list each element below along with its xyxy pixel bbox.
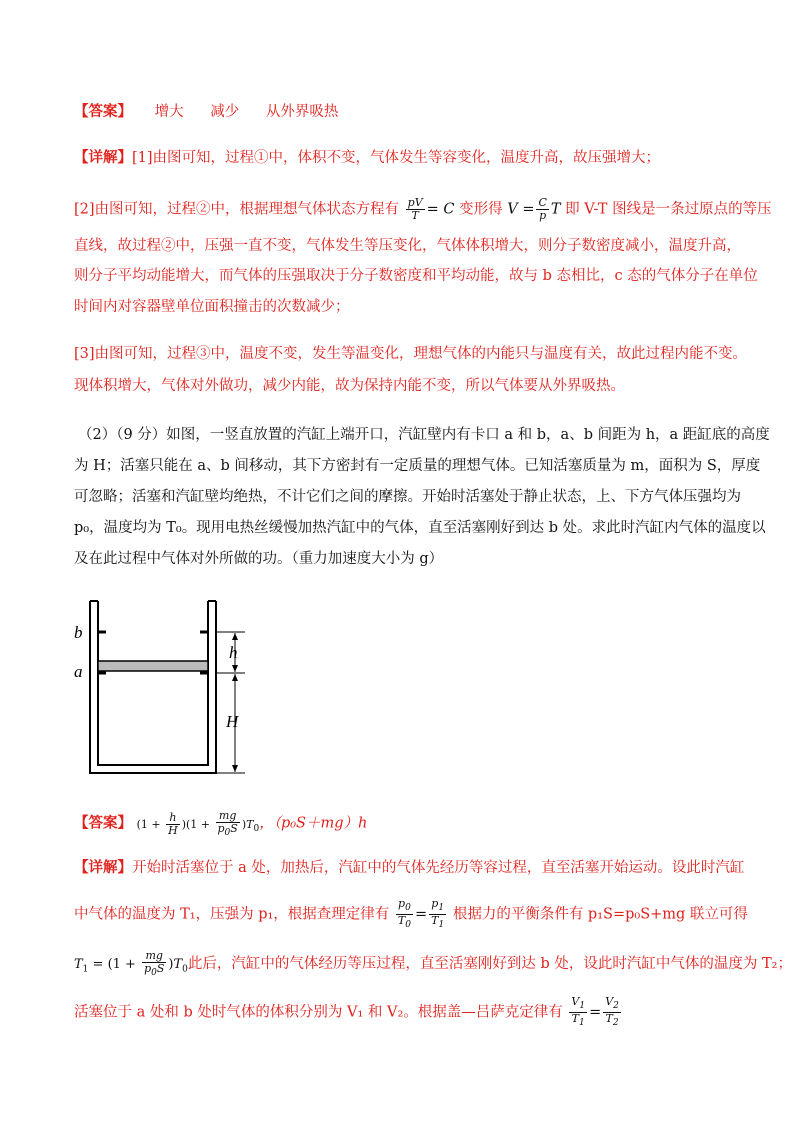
detail-label: 【详解】: [74, 149, 132, 166]
problem-line-5: 及在此过程中气体对外所做的功。（重力加速度大小为 g）: [74, 551, 444, 567]
formula-eq-c: = C: [426, 201, 455, 218]
label-H: H: [226, 712, 239, 731]
answer-label: 【答案】: [74, 103, 132, 120]
problem-line-4: p₀，温度均为 T₀。现用电热丝缓慢加热汽缸中的气体，直至活塞刚好到达 b 处。求此时汽缸内气体的温度以: [74, 520, 766, 536]
formula-charles: $\frac{p_0}{T_0}$: [397, 897, 411, 931]
formula-v-eq: V =: [507, 201, 535, 218]
detail-line-2: [2]由图可知，过程②中，根据理想气体状态方程有 $\frac{pV}{T}$ = C 变形得 V = $\frac{C}{p}$ T 即 V-T 图线是一条过原点的等压: [74, 196, 772, 222]
formula-gay-lussac: $\frac{V_1}{T_1}$: [571, 995, 586, 1029]
detail2-line-2: 中气体的温度为 T₁，压强为 p₁，根据查理定律有 $\frac{p_0}{T_0}$ = $\frac{p_1}{T_1}$ 根据力的平衡条件有 p₁S=p₀S+mg 联立可得: [74, 897, 748, 931]
detail2-l4-a: 活塞位于 a 处和 b 处时气体的体积分别为 V₁ 和 V₂。根据盖—吕萨克定律有: [74, 1004, 563, 1021]
detail-line-1: [74, 148, 660, 168]
formula-c-over-p: $\frac{C}{p}$: [538, 196, 547, 222]
detail2-label: 【详解】: [74, 859, 132, 876]
detail2-line-3: [74, 950, 792, 980]
answer2-tail: ，（p₀S＋mg）h: [259, 815, 368, 832]
detail-p2-a: [2]由图可知，过程②中，根据理想气体状态方程有: [74, 201, 400, 218]
detail2-l3-b: 此后，汽缸中的气体经历等压过程，直至活塞刚好到达 b 处，设此时汽缸中气体的温度为 T₂；: [187, 956, 792, 973]
cylinder-diagram: [70, 597, 270, 787]
detail-line-7: 现体积增大，气体对外做功，减少内能，故为保持内能不变，所以气体要从外界吸热。: [74, 378, 625, 394]
label-h: h: [229, 643, 238, 662]
label-b: b: [74, 623, 83, 642]
detail2-line-1: [74, 858, 744, 878]
formula-t1: $T_1 = (1$ + $\frac{mg}{p_0S}$ )$T_0$: [74, 949, 188, 979]
answer-item-2: 减少: [210, 104, 240, 120]
problem-line-2: 为 H；活塞只能在 a、b 间移动，其下方密封有一定质量的理想气体。已知活塞质量为 m，面积为 S，厚度: [74, 458, 761, 474]
answer2-line: [74, 810, 367, 839]
answer2-label: 【答案】: [74, 814, 132, 832]
piston: [98, 661, 208, 671]
detail-p2-b: 变形得: [459, 201, 503, 218]
detail2-l1: 开始时活塞位于 a 处，加热后，汽缸中的气体先经历等容过程，直至活塞开始运动。设此时汽缸: [132, 860, 745, 876]
detail-p2-c: 即 V-T 图线是一条过原点的等压: [565, 201, 772, 218]
detail-p1: [1]由图可知，过程①中，体积不变，气体发生等容变化，温度升高，故压强增大；: [132, 150, 661, 166]
label-a: a: [74, 662, 83, 681]
answer-line-1: [74, 102, 338, 122]
answer-item-3: 从外界吸热: [265, 104, 339, 120]
detail-line-3: 直线，故过程②中，压强一直不变，气体发生等压变化，气体体积增大，则分子数密度减小，温度升高，: [74, 238, 741, 254]
detail2-line-4: 活塞位于 a 处和 b 处时气体的体积分别为 V₁ 和 V₂。根据盖—吕萨克定律有 $\frac{V_1}{T_1}$ = $\frac{V_2}{T_2}$: [74, 995, 619, 1029]
detail2-l2-b: 根据力的平衡条件有 p₁S=p₀S+mg 联立可得: [452, 906, 748, 923]
answer2-formula: (1 + $\frac{h}{H}$ )(1 + $\frac{mg}{p_0S}$ )$T_0$: [136, 809, 260, 839]
formula-pv-over-t: $\frac{pV}{T}$: [407, 196, 423, 222]
problem-line-3: 可忽略；活塞和汽缸壁均绝热，不计它们之间的摩擦。开始时活塞处于静止状态，上、下方气体压强均为: [74, 489, 741, 505]
answer-item-1: 增大: [154, 104, 184, 120]
detail-line-6: [3]由图可知，过程③中，温度不变，发生等温变化，理想气体的内能只与温度有关，故此过程内能不变。: [74, 346, 748, 362]
detail-line-4: 则分子平均动能增大，而气体的压强取决于分子数密度和平均动能，故与 b 态相比，c 态的气体分子在单位: [74, 268, 758, 284]
detail-line-5: 时间内对容器壁单位面积撞击的次数减少；: [74, 299, 350, 315]
detail2-l2-a: 中气体的温度为 T₁，压强为 p₁，根据查理定律有: [74, 906, 390, 923]
problem-line-1: （2）（9 分）如图，一竖直放置的汽缸上端开口，汽缸壁内有卡口 a 和 b，a、b 间距为 h，a 距缸底的高度: [78, 427, 770, 443]
cylinder-walls: [90, 601, 216, 773]
